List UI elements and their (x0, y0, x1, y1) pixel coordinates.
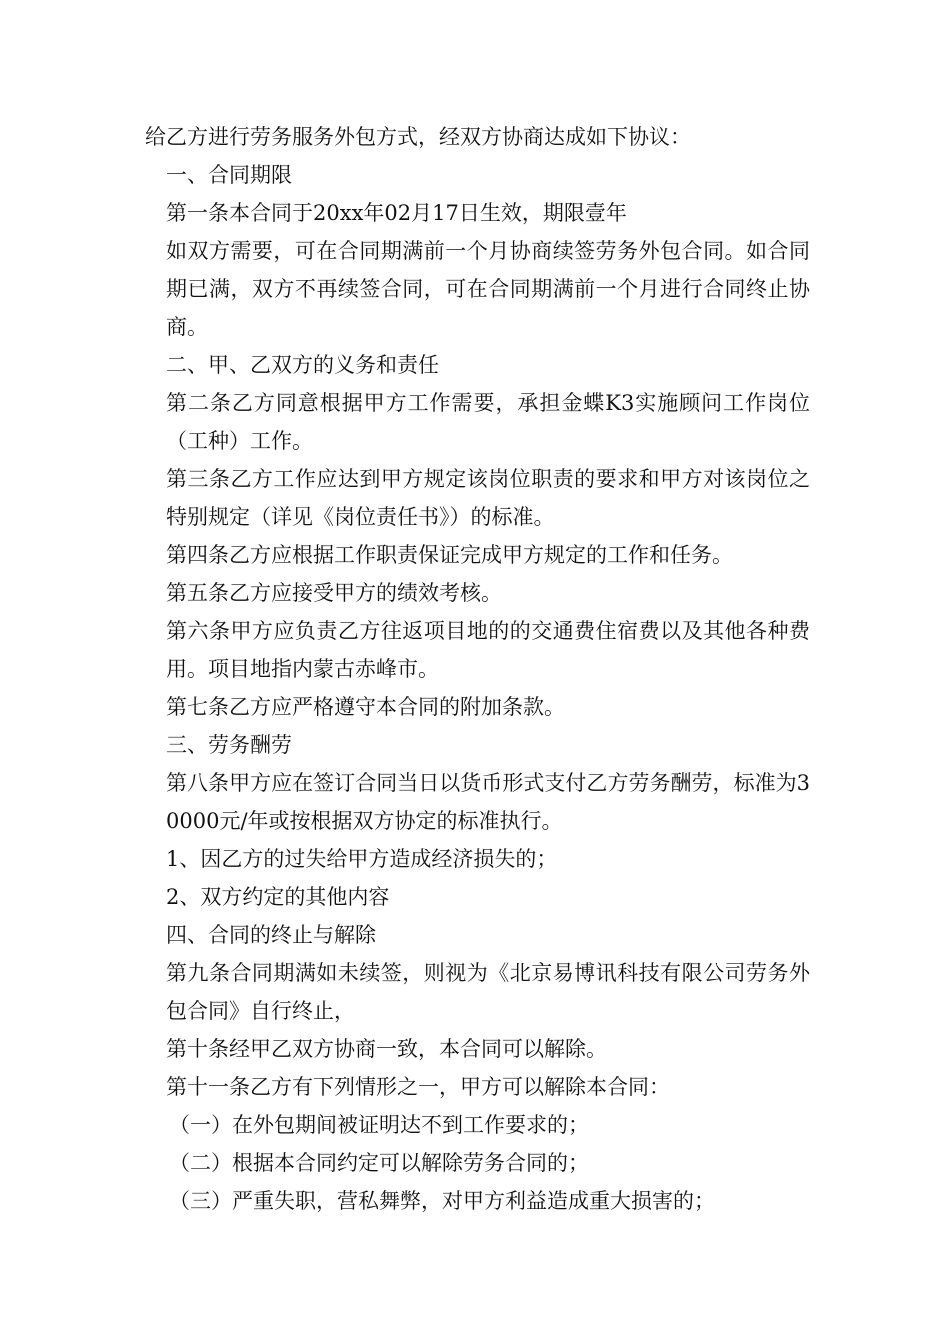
clause-3: 第三条乙方工作应达到甲方规定该岗位职责的要求和甲方对该岗位之特别规定（详见《岗位责任书》）的标准。 (166, 467, 810, 529)
clause-6: 第六条甲方应负责乙方往返项目地的的交通费住宿费以及其他各种费用。项目地指内蒙古赤峰市。 (166, 619, 810, 681)
sub-item-1: （一）在外包期间被证明达不到工作要求的； (169, 1113, 589, 1137)
clause-5: 第五条乙方应接受甲方的绩效考核。 (166, 581, 502, 605)
clause-9: 第九条合同期满如未续签，则视为《北京易博讯科技有限公司劳务外包合同》自行终止， (166, 961, 810, 1023)
clause-7: 第七条乙方应严格遵守本合同的附加条款。 (166, 695, 565, 719)
paragraph-intro: 给乙方进行劳务服务外包方式，经双方协商达成如下协议： (145, 125, 691, 149)
section-heading-obligations: 二、甲、乙双方的义务和责任 (166, 353, 439, 377)
clause-10: 第十条经甲乙双方协商一致，本合同可以解除。 (166, 1037, 607, 1061)
section-heading-term: 一、合同期限 (166, 163, 292, 187)
paragraph-renewal: 如双方需要，可在合同期满前一个月协商续签劳务外包合同。如合同期已满，双方不再续签合同，可在合同期满前一个月进行合同终止协商。 (166, 239, 810, 339)
list-item-1: 1、因乙方的过失给甲方造成经济损失的； (166, 847, 558, 871)
document-body (145, 118, 810, 1220)
clause-4: 第四条乙方应根据工作职责保证完成甲方规定的工作和任务。 (166, 543, 733, 567)
list-item-2: 2、双方约定的其他内容 (166, 885, 390, 909)
sub-item-2: （二）根据本合同约定可以解除劳务合同的； (169, 1151, 589, 1175)
clause-1: 第一条本合同于20xx年02月17日生效，期限壹年 (166, 201, 627, 225)
clause-8: 第八条甲方应在签订合同当日以货币形式支付乙方劳务酬劳，标准为30000元/年或按根据双方协定的标准执行。 (166, 771, 810, 833)
sub-item-3: （三）严重失职，营私舞弊，对甲方利益造成重大损害的； (169, 1189, 715, 1213)
section-heading-remuneration: 三、劳务酬劳 (166, 733, 292, 757)
section-heading-termination: 四、合同的终止与解除 (166, 923, 376, 947)
clause-11: 第十一条乙方有下列情形之一，甲方可以解除本合同： (166, 1075, 670, 1099)
clause-2: 第二条乙方同意根据甲方工作需要，承担金蝶K3实施顾问工作岗位（工种）工作。 (166, 391, 810, 453)
